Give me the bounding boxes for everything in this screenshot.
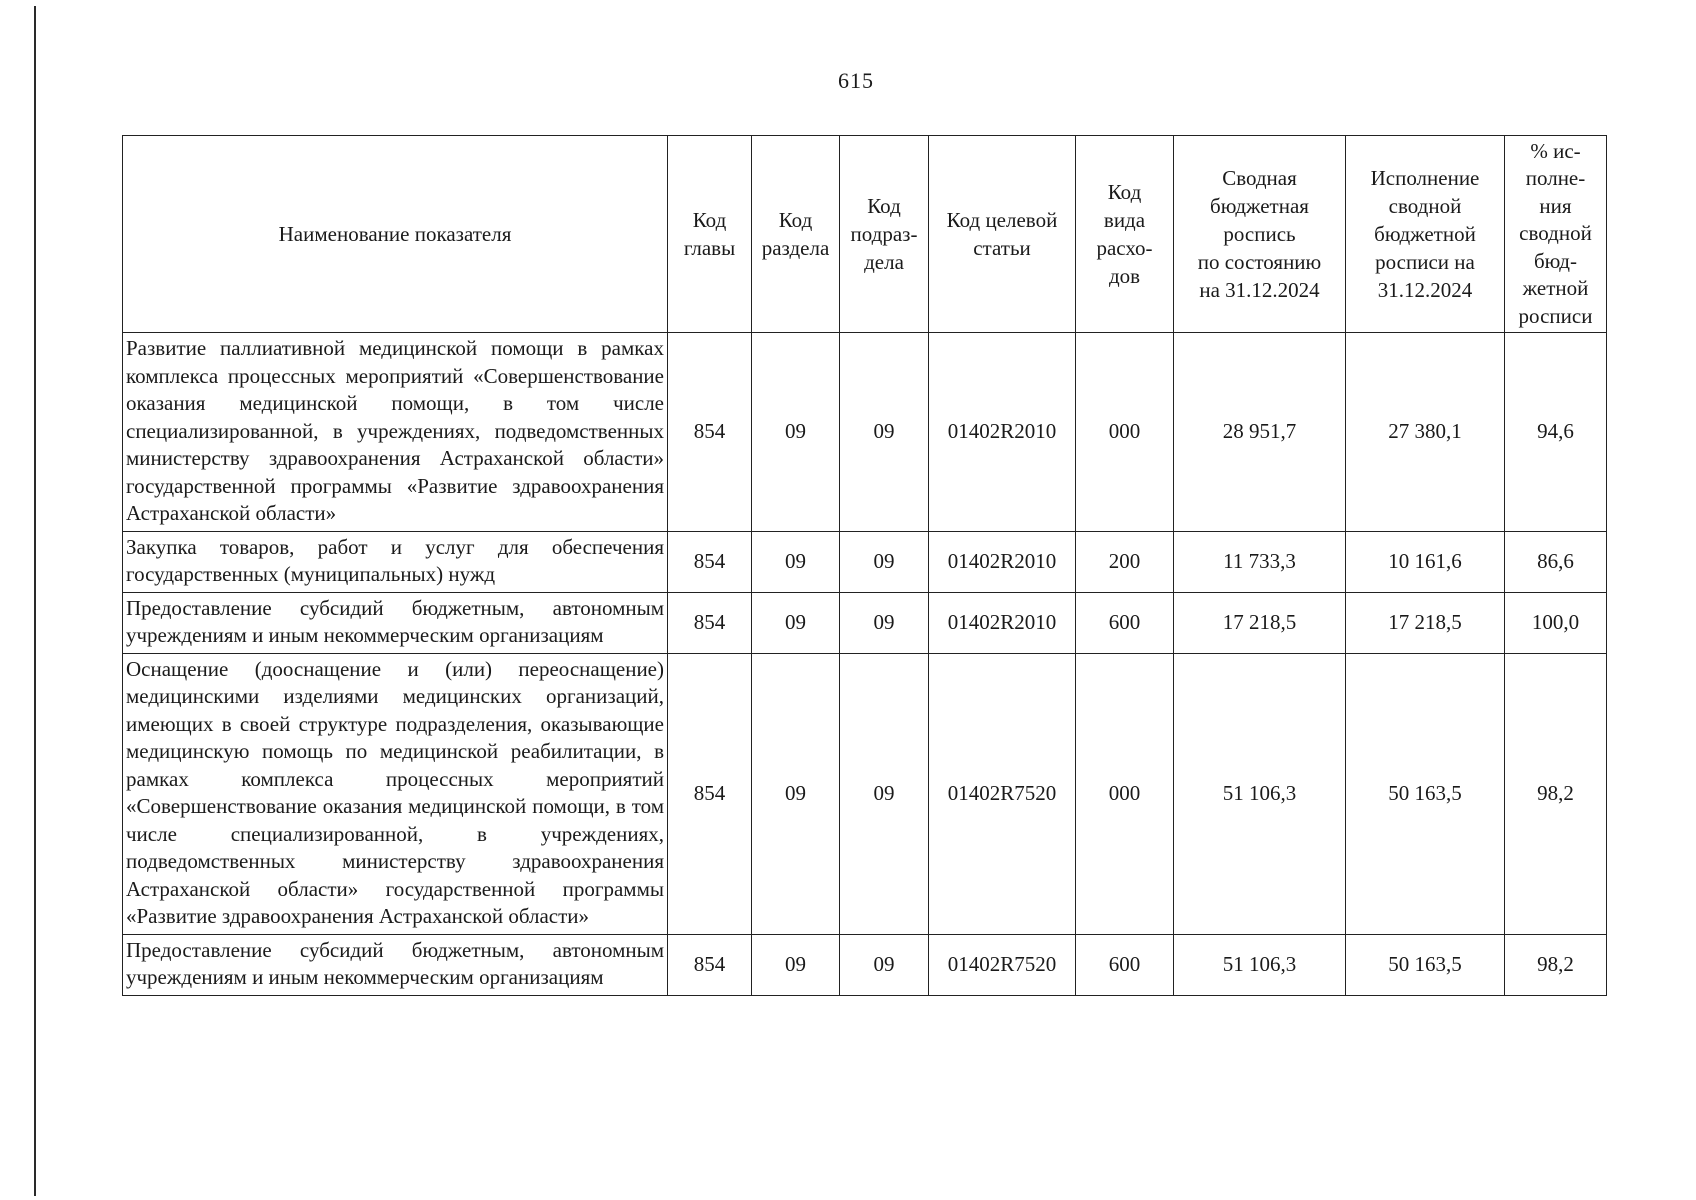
header-execution: Исполнение сводной бюджетной росписи на 31.12.2024 [1346, 136, 1505, 333]
row-execution: 10 161,6 [1346, 531, 1505, 592]
row-subsection: 09 [840, 934, 929, 995]
table-row [123, 934, 1607, 995]
table-row [123, 333, 1607, 532]
header-chapter-code: Код главы [668, 136, 752, 333]
row-target: 01402R2010 [929, 333, 1076, 532]
row-expense-type: 000 [1076, 653, 1174, 934]
row-section: 09 [752, 592, 840, 653]
header-name: Наименование показателя [123, 136, 668, 333]
row-chapter: 854 [668, 333, 752, 532]
row-percent: 94,6 [1505, 333, 1607, 532]
table-row [123, 531, 1607, 592]
row-execution: 17 218,5 [1346, 592, 1505, 653]
row-expense-type: 000 [1076, 333, 1174, 532]
row-section: 09 [752, 934, 840, 995]
row-target: 01402R7520 [929, 934, 1076, 995]
row-percent: 98,2 [1505, 934, 1607, 995]
row-target: 01402R2010 [929, 592, 1076, 653]
row-budget: 51 106,3 [1174, 934, 1346, 995]
page-number: 615 [838, 68, 874, 93]
header-section-code: Код раздела [752, 136, 840, 333]
budget-execution-table [122, 135, 1607, 996]
header-consolidated-budget: Сводная бюджетная роспись по состоянию на 31.12.2024 [1174, 136, 1346, 333]
row-name: Развитие паллиативной медицинской помощи в рамках комплекса процессных мероприятий «Совершенствование оказания медицинской помощи, в том числе специализированной, в учреждениях, подведомственных министерству здравоохранения Астраханской области» государственной программы «Развитие здравоохранения Астраханской области» [123, 333, 668, 532]
row-subsection: 09 [840, 592, 929, 653]
table-row [123, 653, 1607, 934]
row-name: Закупка товаров, работ и услуг для обеспечения государственных (муниципальных) нужд [123, 531, 668, 592]
row-expense-type: 200 [1076, 531, 1174, 592]
header-expense-type-code: Код вида расхо- дов [1076, 136, 1174, 333]
row-chapter: 854 [668, 653, 752, 934]
row-expense-type: 600 [1076, 934, 1174, 995]
header-target-code: Код целевой статьи [929, 136, 1076, 333]
row-budget: 51 106,3 [1174, 653, 1346, 934]
row-subsection: 09 [840, 531, 929, 592]
row-subsection: 09 [840, 653, 929, 934]
row-name: Предоставление субсидий бюджетным, автономным учреждениям и иным некоммерческим организациям [123, 592, 668, 653]
scan-edge-line [34, 6, 36, 1196]
row-chapter: 854 [668, 934, 752, 995]
row-percent: 98,2 [1505, 653, 1607, 934]
row-section: 09 [752, 653, 840, 934]
row-name: Предоставление субсидий бюджетным, автономным учреждениям и иным некоммерческим организациям [123, 934, 668, 995]
row-expense-type: 600 [1076, 592, 1174, 653]
table-row [123, 592, 1607, 653]
row-budget: 17 218,5 [1174, 592, 1346, 653]
row-target: 01402R2010 [929, 531, 1076, 592]
row-subsection: 09 [840, 333, 929, 532]
row-target: 01402R7520 [929, 653, 1076, 934]
row-budget: 28 951,7 [1174, 333, 1346, 532]
row-budget: 11 733,3 [1174, 531, 1346, 592]
row-execution: 50 163,5 [1346, 934, 1505, 995]
row-execution: 50 163,5 [1346, 653, 1505, 934]
row-execution: 27 380,1 [1346, 333, 1505, 532]
row-name: Оснащение (дооснащение и (или) переоснащение) медицинскими изделиями медицинских организаций, имеющих в своей структуре подразделения, оказывающие медицинскую помощь по медицинской реабилитации, в рамках комплекса процессных мероприятий «Совершенствование оказания медицинской помощи, в том числе специализированной, в учреждениях, подведомственных министерству здравоохранения Астраханской области» государственной программы «Развитие здравоохранения Астраханской области» [123, 653, 668, 934]
row-percent: 86,6 [1505, 531, 1607, 592]
row-section: 09 [752, 333, 840, 532]
row-section: 09 [752, 531, 840, 592]
row-chapter: 854 [668, 592, 752, 653]
header-percent: % ис- полне- ния сводной бюд- жетной росписи [1505, 136, 1607, 333]
header-subsection-code: Код подраз- дела [840, 136, 929, 333]
row-percent: 100,0 [1505, 592, 1607, 653]
table-header-row [123, 136, 1607, 333]
row-chapter: 854 [668, 531, 752, 592]
